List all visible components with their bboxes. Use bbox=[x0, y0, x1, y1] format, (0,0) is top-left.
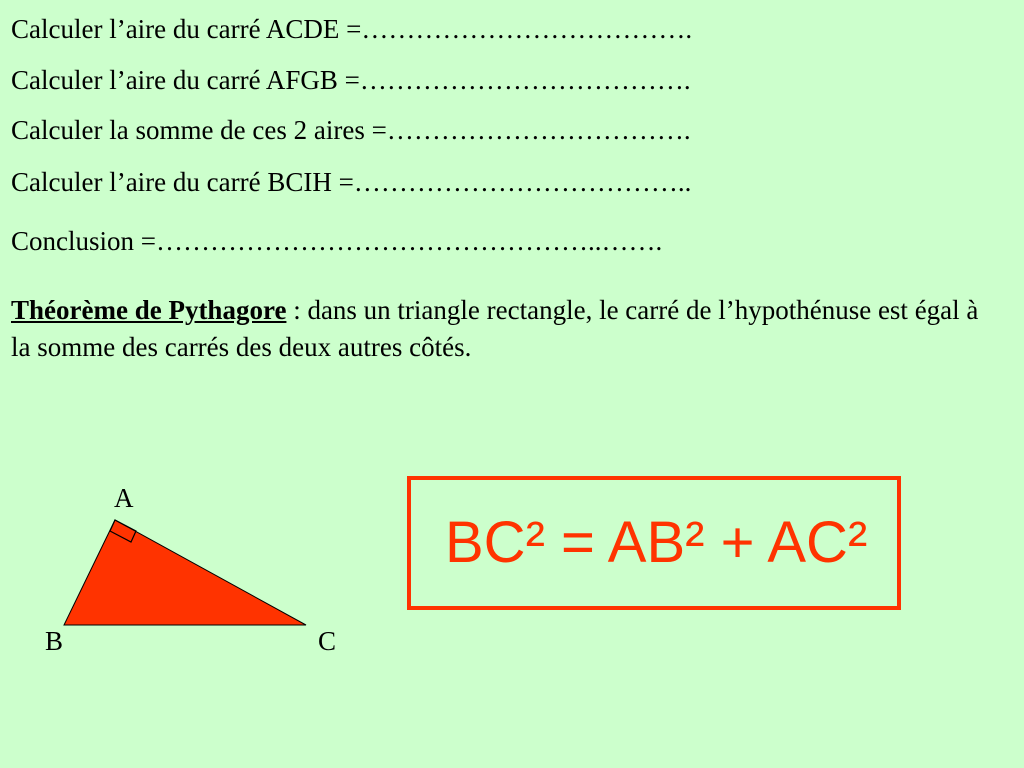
exercise-line-sum: Calculer la somme de ces 2 aires =……………………………. bbox=[11, 115, 691, 145]
pythagoras-formula-box bbox=[407, 476, 901, 610]
vertex-label-c: C bbox=[318, 626, 337, 656]
theorem-text: : dans un triangle rectangle, le carré de l’hypothénuse est égal à la somme des carrés des deux autres côtés. bbox=[11, 295, 979, 362]
triangle-abc bbox=[64, 520, 306, 625]
pythagoras-formula: BC² = AB² + AC² bbox=[445, 510, 868, 575]
vertex-label-a: A bbox=[114, 483, 134, 513]
exercise-line-acde: Calculer l’aire du carré ACDE =………………………………. bbox=[11, 14, 693, 44]
theorem-title: Théorème de Pythagore bbox=[11, 295, 287, 325]
right-triangle-figure bbox=[0, 470, 400, 670]
theorem-statement bbox=[11, 292, 1001, 366]
exercise-line-afgb: Calculer l’aire du carré AFGB =………………………………. bbox=[11, 65, 691, 95]
exercise-line-bcih: Calculer l’aire du carré BCIH =……………………………….. bbox=[11, 167, 692, 197]
vertex-label-b: B bbox=[45, 626, 64, 656]
exercise-line-conclusion: Conclusion =…………………………………………..……. bbox=[11, 226, 663, 256]
